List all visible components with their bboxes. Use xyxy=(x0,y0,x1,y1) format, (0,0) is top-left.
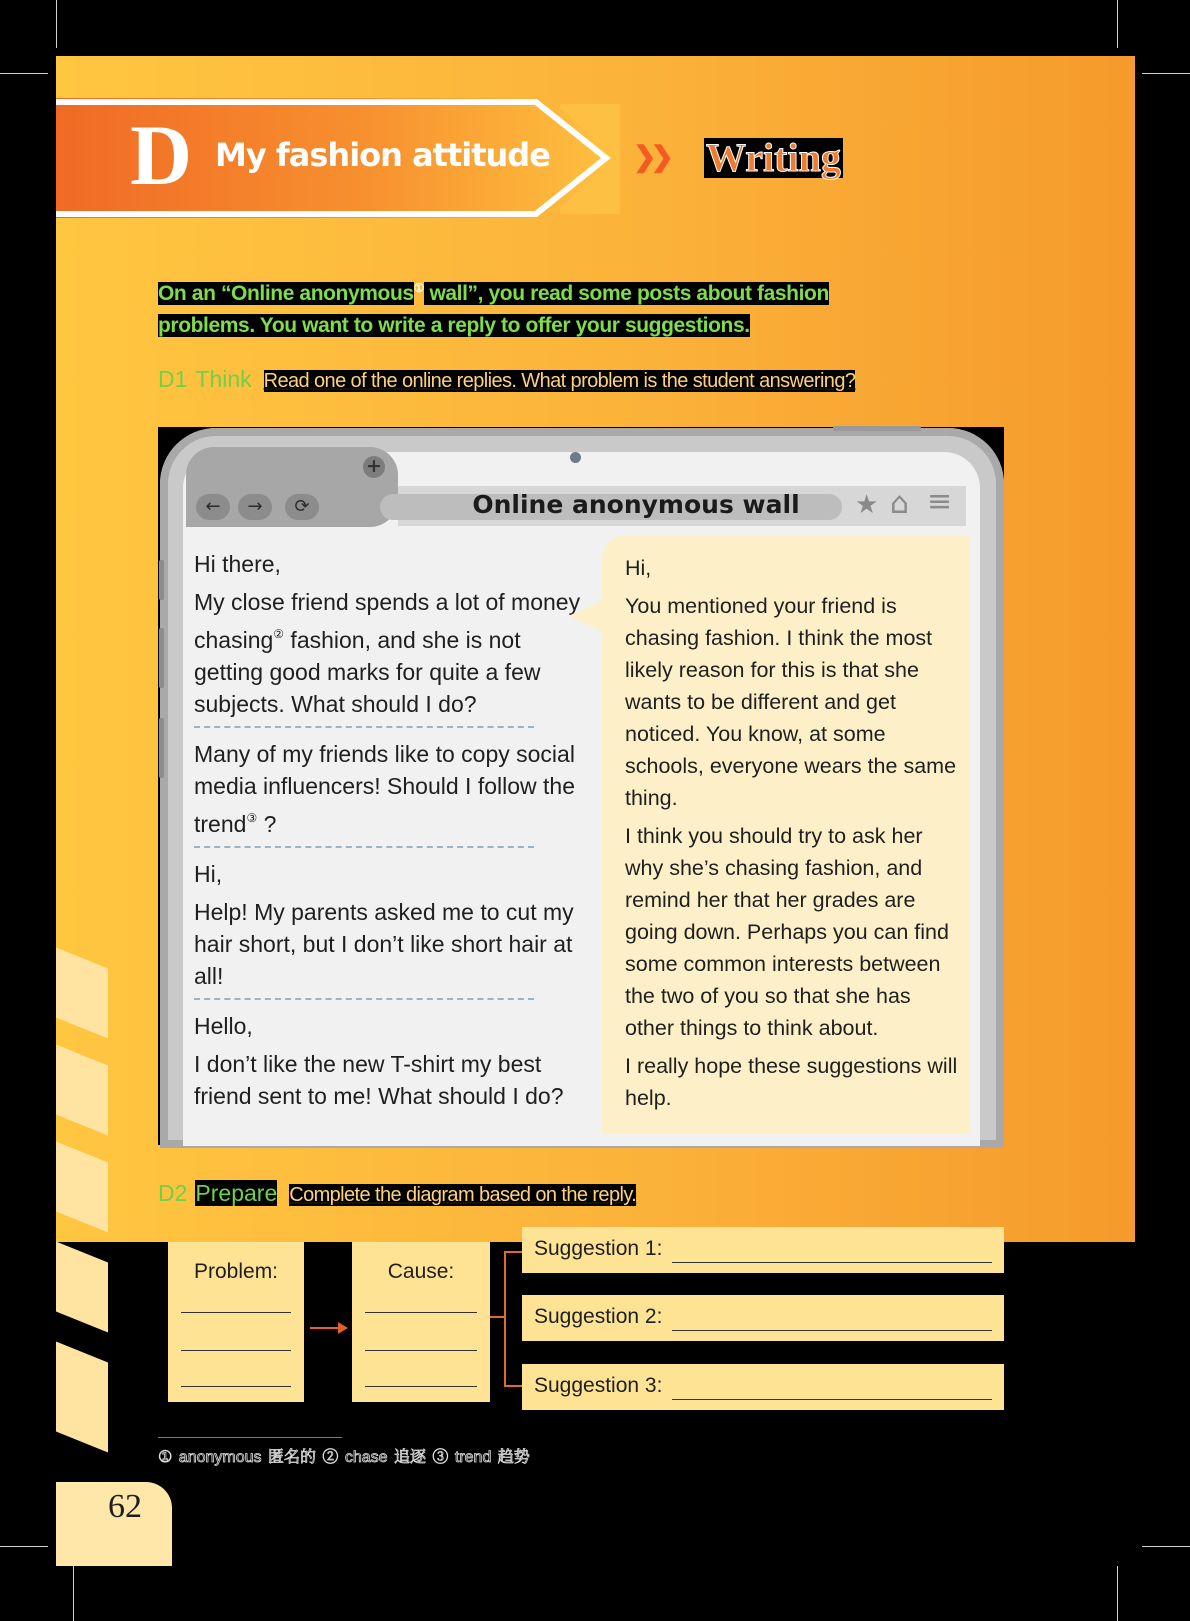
refresh-icon[interactable]: ⟳ xyxy=(285,494,319,520)
task-code: D2 xyxy=(158,1180,188,1206)
reply-paragraph: I really hope these suggestions will help. xyxy=(625,1054,958,1110)
post-item xyxy=(194,548,589,720)
post-body xyxy=(194,738,589,840)
task-d1 xyxy=(158,366,855,393)
post-list xyxy=(194,548,589,1118)
reply-bubble xyxy=(602,536,969,1134)
decor-stripe xyxy=(56,1341,108,1452)
post-divider xyxy=(194,726,534,728)
crop-mark xyxy=(1142,1546,1190,1547)
task-verb: Prepare xyxy=(195,1180,278,1206)
crop-mark xyxy=(1117,0,1118,48)
footnote-ref: ② xyxy=(273,627,285,641)
task-instruction-text: Read one of the online replies. What problem is the student answering? xyxy=(263,370,856,392)
answer-blank[interactable] xyxy=(365,1350,477,1351)
footnote-rule xyxy=(158,1437,342,1438)
star-icon[interactable]: ★ xyxy=(855,490,879,520)
tablet-side-button xyxy=(159,718,164,778)
task-code: D1 xyxy=(158,366,188,392)
cause-box xyxy=(352,1242,490,1402)
crop-mark xyxy=(1142,73,1190,74)
suggestion-3 xyxy=(522,1364,1004,1410)
arrow-right-icon xyxy=(310,1327,346,1329)
post-body: I don’t like the new T-shirt my best friend sent to me! What should I do? xyxy=(194,1051,564,1109)
post-body-text: Many of my friends like to copy social media influencers! Should I follow the trend xyxy=(194,741,575,837)
section-letter: D xyxy=(130,107,193,203)
intro-text xyxy=(158,272,958,342)
suggestion-label: Suggestion 1: xyxy=(534,1237,663,1260)
cause-label: Cause: xyxy=(387,1260,455,1283)
suggestion-1 xyxy=(522,1227,1004,1273)
tablet-side-button xyxy=(159,560,164,600)
post-divider xyxy=(194,998,534,1000)
task-d2 xyxy=(158,1180,636,1207)
answer-blank[interactable] xyxy=(365,1386,477,1387)
answer-blank[interactable] xyxy=(181,1386,291,1387)
problem-label: Problem: xyxy=(193,1260,279,1283)
crop-mark xyxy=(0,1546,48,1547)
menu-icon[interactable]: ≡ xyxy=(927,484,953,519)
camera-icon xyxy=(570,452,581,463)
home-icon[interactable]: ⌂ xyxy=(890,486,910,521)
chevron-double-right-icon: ❯❯ xyxy=(633,141,668,172)
answer-blank[interactable] xyxy=(672,1399,992,1400)
new-tab-icon[interactable]: + xyxy=(363,456,385,478)
intro-line2: problems. You want to write a reply to offer your suggestions. xyxy=(158,314,750,337)
crop-mark xyxy=(0,73,48,74)
task-instruction-text: Complete the diagram based on the reply. xyxy=(289,1184,637,1206)
bracket-stem xyxy=(490,1316,504,1318)
post-greeting: Hi, xyxy=(194,861,223,887)
page-number: 62 xyxy=(108,1488,142,1525)
post-body-text: fashion, and she is not getting good marks for quite a few subjects. What should I do? xyxy=(194,627,541,717)
answer-blank[interactable] xyxy=(365,1312,477,1313)
crop-mark xyxy=(1117,1566,1118,1621)
post-greeting: Hello, xyxy=(194,1013,253,1039)
answer-blank[interactable] xyxy=(181,1312,291,1313)
post-greeting: Hi there, xyxy=(194,551,281,577)
footnote-ref: ① xyxy=(413,281,425,295)
skill-tag: Writing xyxy=(706,135,841,180)
back-icon[interactable]: ← xyxy=(196,494,230,520)
crop-mark xyxy=(73,1566,74,1621)
post-body xyxy=(194,586,589,720)
task-verb: Think xyxy=(195,366,252,392)
task-instruction xyxy=(289,1184,636,1206)
post-body: Help! My parents asked me to cut my hair short, but I don’t like short hair at all! xyxy=(194,899,574,989)
answer-blank[interactable] xyxy=(181,1350,291,1351)
task-instruction xyxy=(264,370,856,392)
reply-greeting: Hi, xyxy=(625,556,652,580)
post-item xyxy=(194,738,589,840)
answer-blank[interactable] xyxy=(672,1262,992,1263)
post-item xyxy=(194,858,589,992)
footnotes: ① anonymous 匿名的 ② chase 追逐 ③ trend 趋势 xyxy=(158,1449,530,1466)
post-body-text: My close friend spends a lot of money chasing xyxy=(194,589,581,653)
crop-mark xyxy=(56,0,57,48)
diagram-bracket xyxy=(504,1251,522,1387)
address-bar[interactable]: Online anonymous wall xyxy=(380,494,842,520)
forward-icon[interactable]: → xyxy=(238,494,272,520)
footnote-ref: ③ xyxy=(246,811,258,825)
suggestion-2 xyxy=(522,1295,1004,1341)
reply-paragraph: You mentioned your friend is chasing fashion. I think the most likely reason for this is that she wants to be different and get noticed. You know, at some schools, everyone wears the same thing. xyxy=(625,594,957,810)
intro-line1-b: wall”, you read some posts about fashion xyxy=(424,282,829,305)
suggestion-label: Suggestion 3: xyxy=(534,1374,663,1397)
section-title: My fashion attitude xyxy=(215,136,550,174)
post-item xyxy=(194,1010,589,1112)
decor-stripe xyxy=(56,1241,108,1332)
post-body-text: ? xyxy=(257,811,277,837)
post-divider xyxy=(194,846,534,848)
tablet-power-button xyxy=(833,426,921,431)
problem-box xyxy=(168,1242,304,1402)
reply-bubble-tail xyxy=(568,600,604,632)
tablet-side-button xyxy=(159,628,164,688)
reply-paragraph: I think you should try to ask her why she’s chasing fashion, and remind her that her grades are going down. Perhaps you can find some common interests between the two of you so that she has other things to think about. xyxy=(625,824,949,1040)
suggestion-label: Suggestion 2: xyxy=(534,1305,663,1328)
intro-line1-a: On an “Online anonymous xyxy=(158,282,414,305)
answer-blank[interactable] xyxy=(672,1330,992,1331)
